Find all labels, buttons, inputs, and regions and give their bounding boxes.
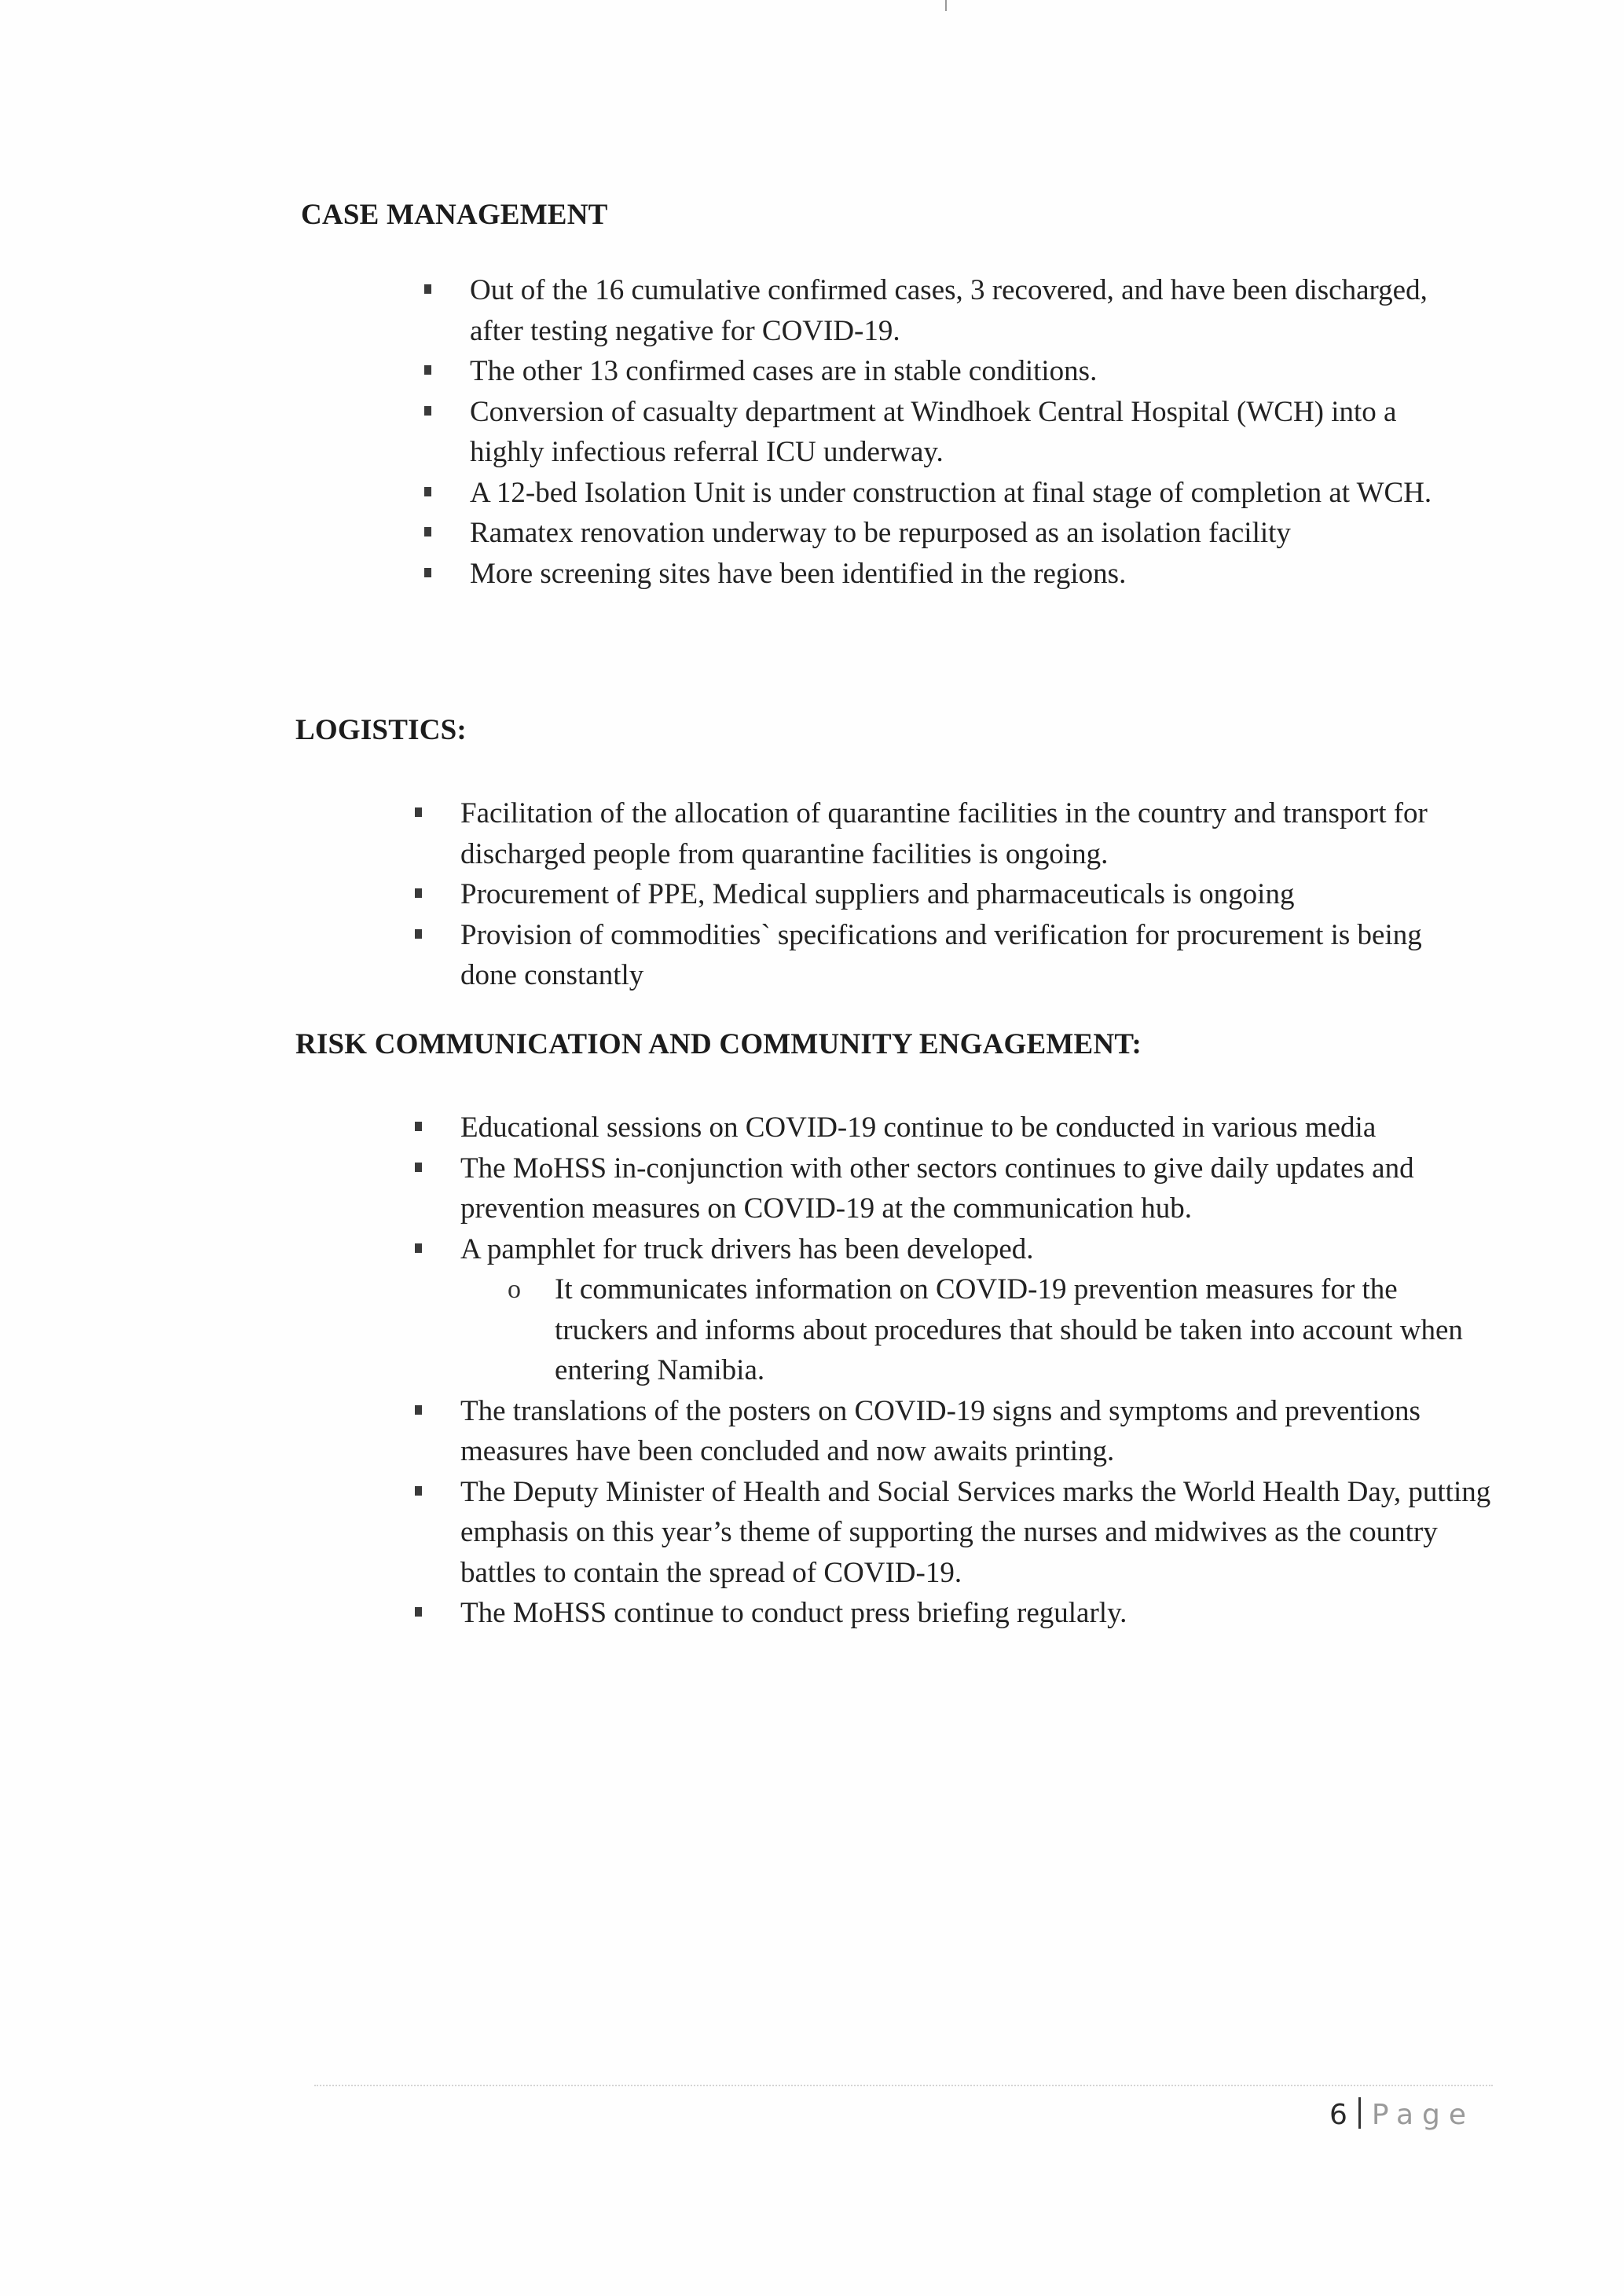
- list-item-text: Ramatex renovation underway to be repurposed as an isolation facility: [470, 517, 1291, 549]
- case-management-list: [424, 270, 1477, 594]
- list-item-text: It communicates information on COVID-19 prevention measures for the truckers and informs about procedures that should be taken into account when entering Namibia.: [555, 1273, 1463, 1386]
- square-bullet-icon: [424, 568, 431, 577]
- section-heading-case-management: CASE MANAGEMENT: [301, 199, 608, 231]
- square-bullet-icon: [424, 527, 431, 536]
- list-item: [424, 351, 1477, 392]
- scan-artifact: [945, 0, 947, 11]
- hollow-circle-bullet-icon: o: [508, 1275, 521, 1304]
- list-item-text: The MoHSS in-conjunction with other sectors continues to give daily updates and prevention measures on COVID-19 at the communication hub.: [460, 1152, 1414, 1225]
- square-bullet-icon: [415, 1607, 422, 1617]
- square-bullet-icon: [424, 406, 431, 416]
- square-bullet-icon: [424, 487, 431, 496]
- list-item: [415, 1391, 1491, 1472]
- list-item: [415, 1472, 1491, 1594]
- square-bullet-icon: [415, 888, 422, 898]
- list-item: [424, 513, 1477, 554]
- section-heading-risk-communication: RISK COMMUNICATION AND COMMUNITY ENGAGEMENT:: [295, 1028, 1142, 1060]
- list-item: [424, 392, 1477, 473]
- page-footer: [1329, 2097, 1475, 2131]
- list-item-text: The Deputy Minister of Health and Social Services marks the World Health Day, putting emphasis on this year’s theme of supporting the nurses and midwives as the country battles to contain the spread of COVID-19.: [460, 1475, 1491, 1589]
- square-bullet-icon: [415, 929, 422, 939]
- list-item-text: Provision of commodities` specifications and verification for procurement is being done constantly: [460, 918, 1422, 991]
- list-item: [424, 270, 1477, 351]
- list-item-text: Facilitation of the allocation of quarantine facilities in the country and transport for discharged people from quarantine facilities is ongoing.: [460, 797, 1428, 870]
- list-item: [415, 874, 1483, 915]
- logistics-list: [415, 793, 1483, 996]
- list-item-text: Educational sessions on COVID-19 continue to be conducted in various media: [460, 1111, 1377, 1144]
- square-bullet-icon: [415, 1405, 422, 1415]
- list-item-text: Conversion of casualty department at Windhoek Central Hospital (WCH) into a highly infectious referral ICU underway.: [470, 395, 1397, 468]
- list-item-text: A pamphlet for truck drivers has been developed.: [460, 1232, 1034, 1265]
- footer-separator: [1358, 2097, 1361, 2129]
- footer-divider: [314, 2085, 1493, 2086]
- list-item: [424, 473, 1477, 514]
- list-item-text: The MoHSS continue to conduct press briefing regularly.: [460, 1597, 1127, 1629]
- sub-list-item: [415, 1269, 1491, 1391]
- square-bullet-icon: [415, 1122, 422, 1131]
- list-item-text: The translations of the posters on COVID-19 signs and symptoms and preventions measures have been concluded and now awaits printing.: [460, 1394, 1421, 1467]
- square-bullet-icon: [415, 1163, 422, 1172]
- section-heading-logistics: LOGISTICS:: [295, 714, 467, 746]
- list-item-text: Out of the 16 cumulative confirmed cases, 3 recovered, and have been discharged, after testing negative for COVID-19.: [470, 274, 1428, 347]
- list-item: [415, 1229, 1491, 1270]
- square-bullet-icon: [415, 807, 422, 817]
- list-item: [415, 793, 1483, 874]
- page-number: 6: [1329, 2099, 1347, 2131]
- list-item-text: Procurement of PPE, Medical suppliers and pharmaceuticals is ongoing: [460, 878, 1295, 910]
- list-item-text: A 12-bed Isolation Unit is under construction at final stage of completion at WCH.: [470, 476, 1432, 509]
- square-bullet-icon: [415, 1486, 422, 1496]
- list-item-text: More screening sites have been identified in the regions.: [470, 557, 1127, 590]
- page-label: Page: [1371, 2099, 1476, 2131]
- list-item: [415, 1148, 1491, 1229]
- list-item: [424, 554, 1477, 595]
- square-bullet-icon: [424, 284, 431, 294]
- risk-communication-list: [415, 1108, 1491, 1634]
- list-item: [415, 1108, 1491, 1148]
- square-bullet-icon: [415, 1243, 422, 1253]
- list-item: [415, 915, 1483, 996]
- list-item-text: The other 13 confirmed cases are in stable conditions.: [470, 355, 1098, 387]
- square-bullet-icon: [424, 365, 431, 375]
- list-item: [415, 1593, 1491, 1634]
